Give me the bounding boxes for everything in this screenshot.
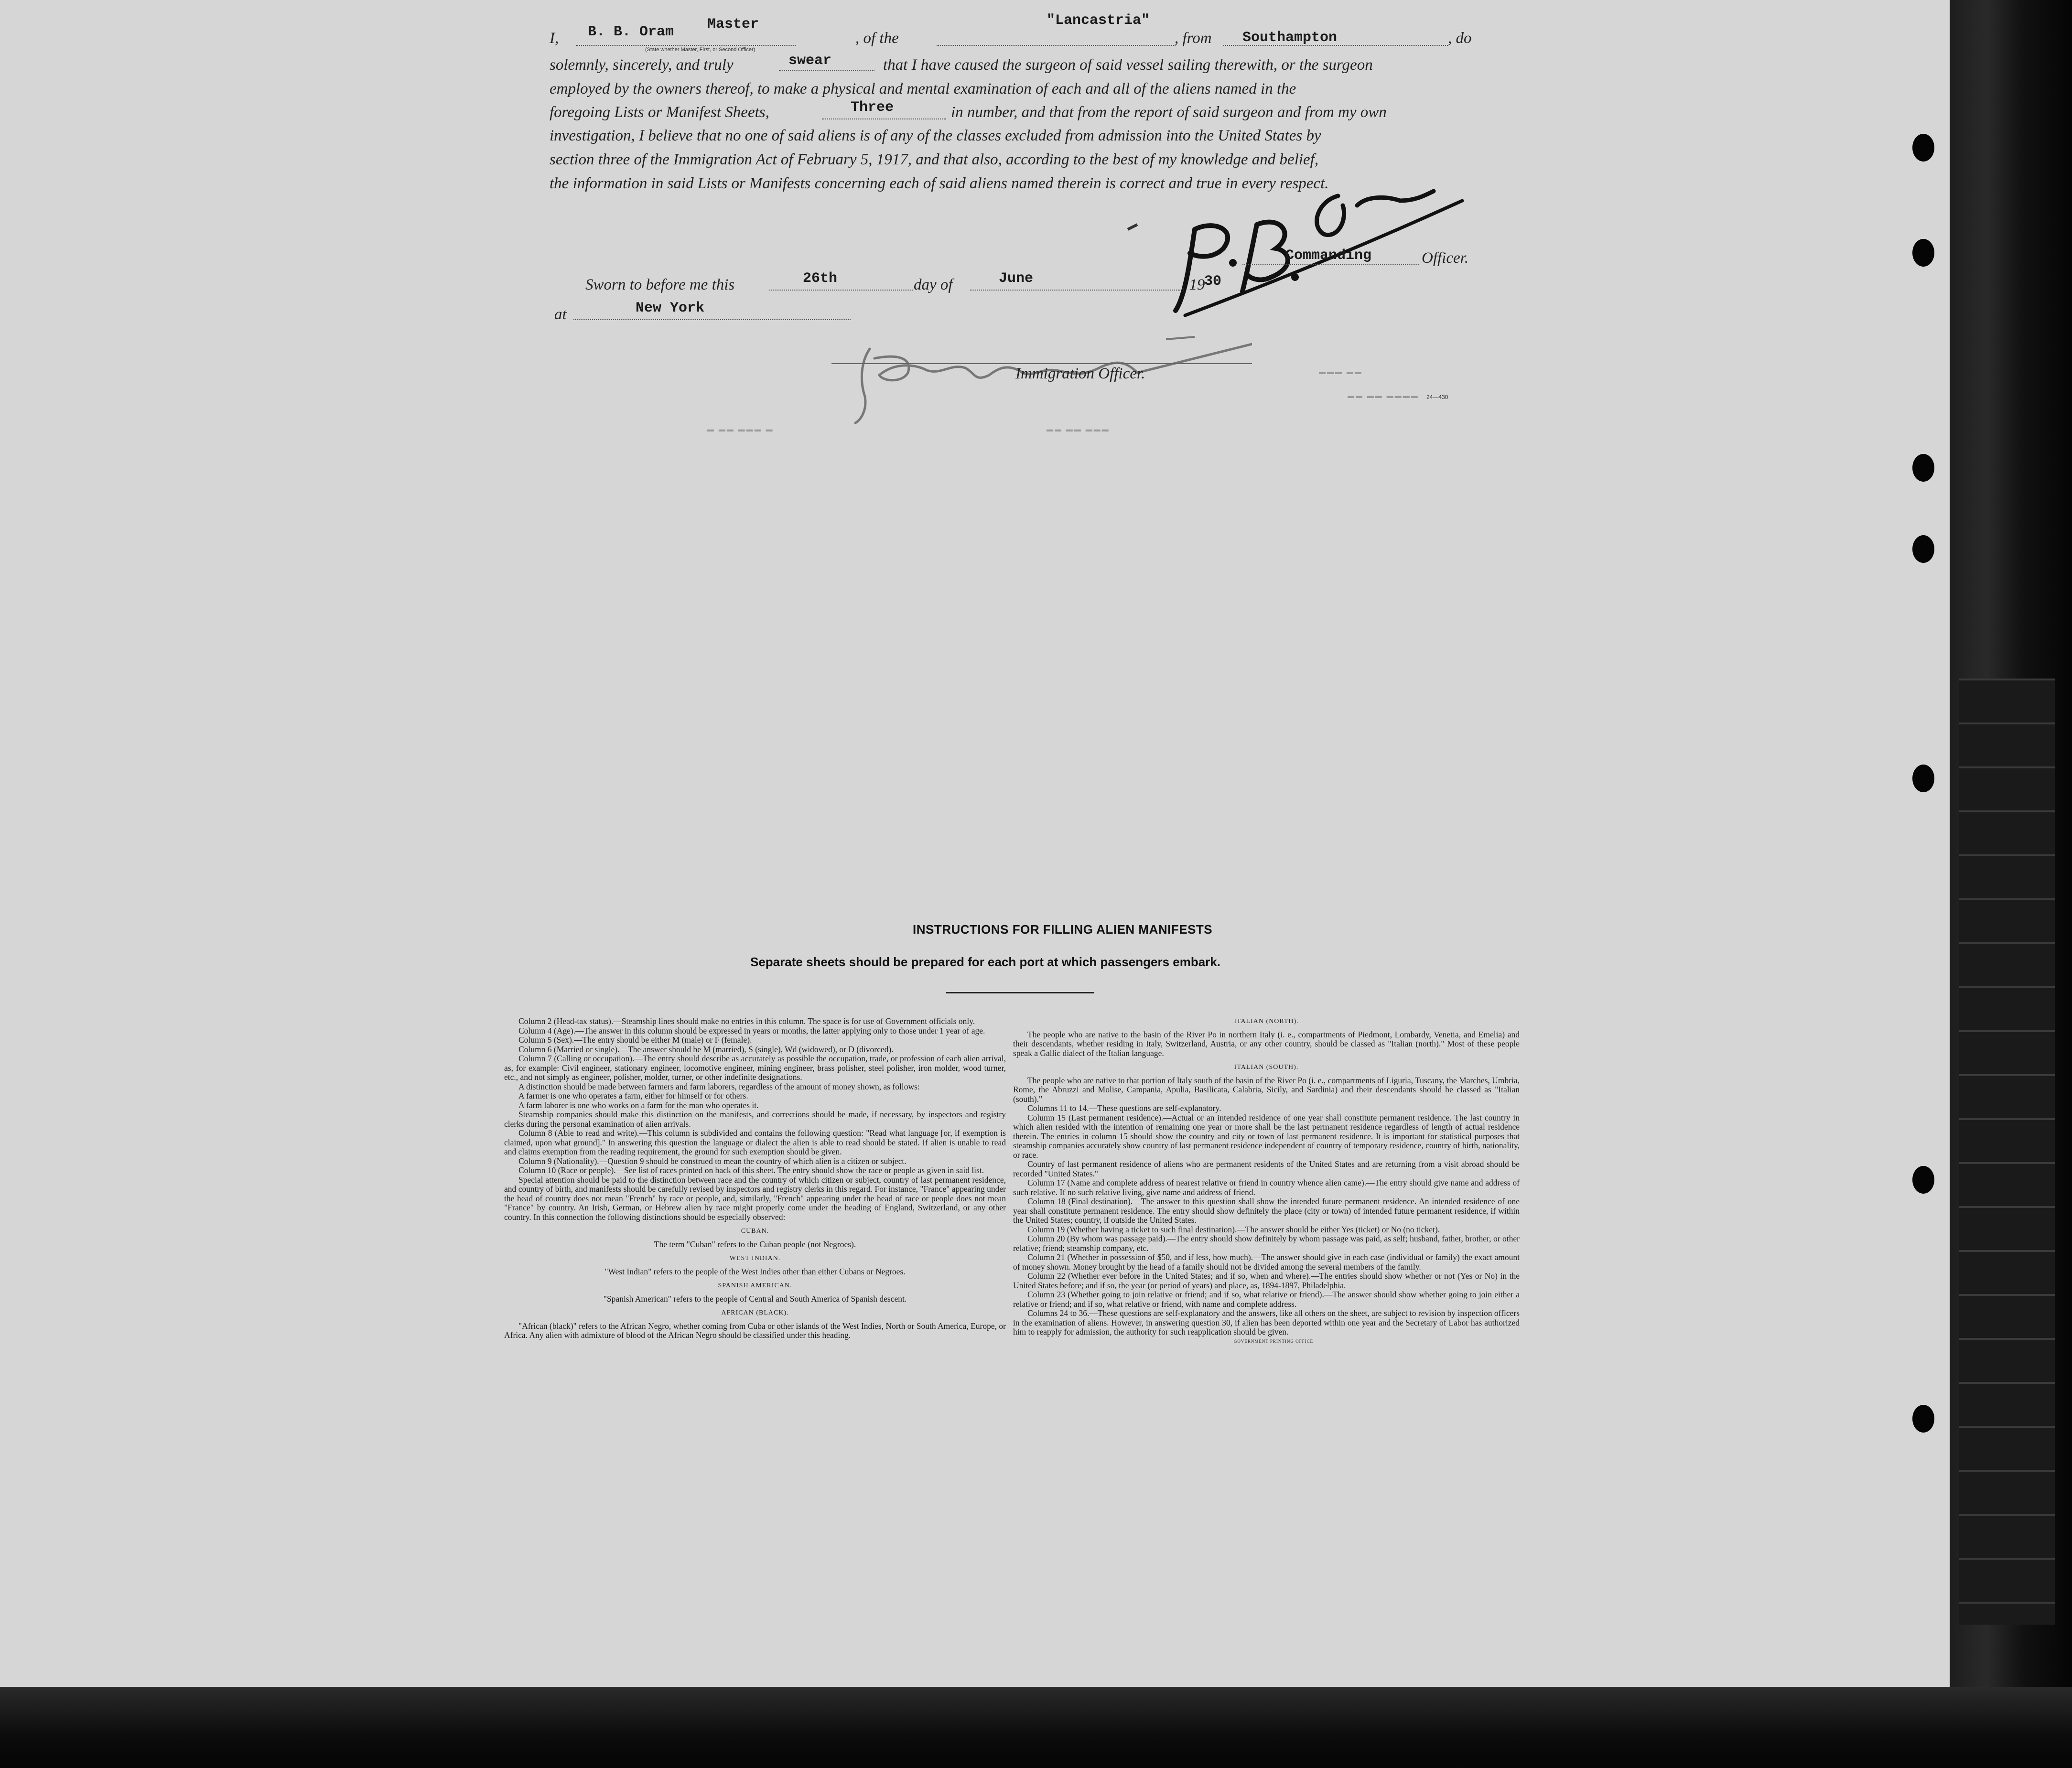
- sworn-place: New York: [636, 300, 705, 316]
- binder-hole: [1912, 134, 1934, 162]
- binder-hole: [1912, 1405, 1934, 1433]
- instr-col19: Column 19 (Whether having a ticket to such final destination).—The answer should be either Yes (ticket) or No (no ticket).: [1027, 1224, 1440, 1234]
- instr-african: "African (black)" refers to the African Negro, whether coming from Cuba or other islands of the West Indies, North or South America, Europe, or Africa. Any alien with admixture of blood of the African Negro should be classified under this heading.: [504, 1321, 1006, 1340]
- of-the-label: , of the: [855, 30, 899, 47]
- instr-col18: Column 18 (Final destination).—The answer to this question shall show the intended future permanent residence. An intended residence of one year shall constitute permanent residence. The entry should show definitely the place (city or town) of intended future permanent residence, if within the United States; country, if outside the United States.: [1013, 1197, 1520, 1225]
- sworn-month-line: [970, 290, 1180, 291]
- oath-line4-a: foregoing Lists or Manifest Sheets,: [550, 104, 769, 121]
- master-name-line: [576, 45, 796, 46]
- officer-label: Officer.: [1422, 249, 1469, 267]
- oath-line7: the information in said Lists or Manifests concerning each of said aliens named therein is correct and true in every respect.: [550, 175, 1329, 192]
- officer-title-line: [1242, 264, 1419, 265]
- instr-col4: Column 4 (Age).—The answer in this column should be expressed in years or months, the latter applying only to those under 1 year of age.: [518, 1025, 985, 1035]
- instr-col15: Column 15 (Last permanent residence).—Actual or an intended residence of one year shall constitute permanent residence. The last country in which alien resided with the intention of remaining one year or more shall be the last permanent residence regardless of length of actual residence therein. The entries in column 15 should show the country and city or town of last permanent residence. It is important for statistical purposes that steamship companies accurately show country of last permanent residence independent of country of temporary residence, country of birth, nationality, or race.: [1013, 1112, 1520, 1160]
- instr-col10: Column 10 (Race or people).—See list of races printed on back of this sheet. The entry should show the race or people as given in said list.: [518, 1165, 984, 1175]
- rank: Master: [707, 16, 759, 32]
- oath-solemnly: solemnly, sincerely, and truly: [550, 56, 734, 74]
- instructions-right-column: [1013, 1017, 1520, 1346]
- bleed-through-mark: ▬▬ ▬▬ ▬▬▬: [1047, 425, 1110, 433]
- sworn-day: 26th: [803, 270, 838, 287]
- port-line: [1223, 45, 1448, 46]
- year-prefix: , 19: [1181, 276, 1205, 293]
- instr-col11-14: Columns 11 to 14.—These questions are self-explanatory.: [1027, 1103, 1221, 1113]
- sworn-label: Sworn to before me this: [585, 276, 735, 293]
- instr-farmer: A farmer is one who operates a farm, either for himself or for others.: [518, 1091, 748, 1100]
- instr-col22: Column 22 (Whether ever before in the United States; and if so, when and where).—The entries should show whether or not (Yes or No) in the United States before; and if so, the year (or period of years) and place, as, 1894-1897, Philadelphia.: [1013, 1271, 1520, 1290]
- binder-hole: [1912, 535, 1934, 563]
- vessel-name: "Lancastria": [1047, 12, 1150, 29]
- ledger-page-edge: [1959, 679, 2055, 1625]
- binder-hole: [1912, 239, 1934, 267]
- instr-italian-south: The people who are native to that portion of Italy south of the basin of the River Po (i. e., compartments of Liguria, Tuscany, the Marches, Umbria, Rome, the Abruzzi and Molise, Campania, Apulia, Basilicata, Calabria, Sicily, and Sardinia) and their descendants should be classed as "Italian (south).": [1013, 1075, 1520, 1104]
- swear-line: [779, 70, 874, 71]
- instr-special-attention: Special attention should be paid to the distinction between race and the country of which citizen or subject, country of last permanent residence, and country of birth, and manifests should be carefully revised by inspectors and registry clerks in this regard. For instance, "France" appearing under the head of country does not mean "French" by race or people, and, similarly, "French" appearing under the head of race or people does not mean "France" by country. An Irish, German, or Hebrew alien by race might properly come under the heading of England, Switzerland, or any other country. In this connection the following distinctions should be especially observed:: [504, 1175, 1006, 1222]
- oath-line2-rest: that I have caused the surgeon of said vessel sailing therewith, or the surgeon: [883, 56, 1373, 74]
- instr-col6: Column 6 (Married or single).—The answer should be M (married), S (single), Wd (widowed), or D (divorced).: [518, 1044, 894, 1054]
- instr-farm-laborer: A farm laborer is one who works on a farm for the man who operates it.: [518, 1100, 759, 1110]
- heading-spanish-american: SPANISH AMERICAN.: [718, 1282, 792, 1289]
- printer-imprint: GOVERNMENT PRINTING OFFICE: [1233, 1338, 1314, 1344]
- instructions-subtitle: Separate sheets should be prepared for each port at which passengers embark.: [750, 955, 1220, 969]
- instr-farm-distinction: A distinction should be made between farmers and farm laborers, regardless of the amount of money shown, as follows:: [518, 1081, 920, 1091]
- instr-col7: Column 7 (Calling or occupation).—The entry should describe as accurately as possible the occupation, trade, or profession of each alien arrival, as, for example: Civil engineer, stationary engineer, locomotive engineer, mining engineer, brass polisher, steel polisher, iron molder, wood turner, etc., and not simply as engineer, polisher, molder, turner, or other indefinite designations.: [504, 1054, 1006, 1082]
- oath-line5: investigation, I believe that no one of said aliens is of any of the classes excluded from admission into the United States by: [550, 127, 1321, 144]
- instr-col2: Column 2 (Head-tax status).—Steamship lines should make no entries in this column. The space is for use of Government officials only.: [518, 1016, 975, 1026]
- instructions-left-column: [504, 1017, 1006, 1340]
- binder-hole: [1912, 765, 1934, 792]
- from-label: , from: [1175, 30, 1212, 47]
- instr-col21: Column 21 (Whether in possession of $50, and if less, how much).—The answer should give in each case (individual or family) the exact amount of money shown. Money brought by the head of a family should not be divided among the several members of the family.: [1013, 1252, 1520, 1272]
- bleed-through-mark: ▬ ▬▬ ▬▬▬ ▬: [707, 425, 774, 433]
- bleed-through-mark: ▬▬▬ ▬▬: [1319, 368, 1363, 376]
- sworn-month: June: [999, 270, 1034, 287]
- immigration-officer-label: Immigration Officer.: [1015, 365, 1145, 382]
- immigration-officer-line: [831, 363, 1252, 364]
- instr-west-indian: "West Indian" refers to the people of the West Indies other than either Cubans or Negroes.: [604, 1266, 906, 1276]
- oath-line6: section three of the Immigration Act of February 5, 1917, and that also, according to the best of my knowledge and belief,: [550, 151, 1319, 168]
- sworn-place-line: [573, 319, 851, 320]
- instr-col8: Column 8 (Able to read and write).—This column is subdivided and contains the following question: "Read what language [or, if exemption is claimed, upon what ground]." In answering this question the language or dialect the alien is able to read should be stated. If alien is unable to read and claims exemption from the reading requirement, the ground for such exemption should be given.: [504, 1128, 1006, 1156]
- do-label: , do: [1448, 30, 1472, 47]
- instr-col17: Column 17 (Name and complete address of nearest relative or friend in country whence alien came).—The entry should give name and address of such relative. If no such relative living, give name and address of friend.: [1013, 1178, 1520, 1197]
- day-of-label: day of: [914, 276, 953, 293]
- oath-i: I,: [550, 30, 559, 47]
- heading-italian-north: ITALIAN (NORTH).: [1234, 1018, 1299, 1025]
- instr-italian-north: The people who are native to the basin of the River Po in northern Italy (i. e., compartments of Piedmont, Lombardy, Venetia, and Emelia) and their descendants, whether residing in Italy, Switzerland, Austria, or any other country, should be classed as "Italian (north)." Most of these people speak a Gallic dialect of the Italian language.: [1013, 1029, 1520, 1058]
- instructions-title: INSTRUCTIONS FOR FILLING ALIEN MANIFESTS: [913, 922, 1213, 937]
- binder-hole: [1912, 454, 1934, 482]
- bleed-through-mark: ▬▬ ▬▬ ▬▬▬▬: [1348, 392, 1419, 399]
- heading-cuban: CUBAN.: [741, 1228, 769, 1235]
- instr-col9: Column 9 (Nationality).—Question 9 should be construed to mean the country of which alien is a citizen or subject.: [518, 1156, 906, 1166]
- sworn-day-line: [769, 290, 913, 291]
- heading-italian-south: ITALIAN (SOUTH).: [1234, 1064, 1299, 1071]
- port-name: Southampton: [1242, 30, 1338, 46]
- rank-note: (State whether Master, First, or Second Officer): [645, 47, 755, 53]
- officer-title: Commanding: [1285, 248, 1372, 264]
- instr-steamship: Steamship companies should make this distinction on the manifests, and corrections should be made, if necessary, by inspectors and registry clerks during the personal examination of alien arrivals.: [504, 1110, 1006, 1129]
- heading-west-indian: WEST INDIAN.: [729, 1255, 781, 1262]
- sheets-count: Three: [851, 99, 894, 116]
- binder-hole: [1912, 1166, 1934, 1194]
- vessel-line: [937, 45, 1176, 46]
- oath-line4-b: in number, and that from the report of said surgeon and from my own: [951, 104, 1387, 121]
- year-suffix: 30: [1204, 273, 1222, 290]
- swear-word: swear: [788, 53, 832, 69]
- oath-line3: employed by the owners thereof, to make a physical and mental examination of each and all of the aliens named in the: [550, 80, 1296, 97]
- form-number: 24—430: [1426, 394, 1448, 400]
- instr-col20: Column 20 (By whom was passage paid).—The entry should show definitely by whom passage was paid, as self; husband, father, brother, or other relative; friend; steamship company, etc.: [1013, 1234, 1520, 1253]
- instr-col24-36: Columns 24 to 36.—These questions are self-explanatory and the answers, like all others on the sheet, are subject to revision by inspection officers in the examination of aliens. However, in answering question 30, if alien has been deported within one year and the Secretary of Labor has authorized him to reapply for admission, the authority for such reapplication should be given.: [1013, 1308, 1520, 1337]
- instr-spanish-american: "Spanish American" refers to the people of Central and South America of Spanish descent.: [603, 1294, 907, 1304]
- instr-cuban: The term "Cuban" refers to the Cuban people (not Negroes).: [654, 1239, 856, 1249]
- at-label: at: [554, 306, 567, 323]
- heading-african: AFRICAN (BLACK).: [721, 1309, 789, 1316]
- instr-col5: Column 5 (Sex).—The entry should be either M (male) or F (female).: [518, 1035, 752, 1045]
- master-name: B. B. Oram: [588, 24, 674, 40]
- scan-edge-bottom: [0, 1687, 2072, 1768]
- divider-rule: [946, 992, 1094, 993]
- instr-col15b: Country of last permanent residence of aliens who are permanent residents of the United States and are returning from a visit abroad should be recorded "United States.": [1013, 1159, 1520, 1178]
- instr-col23: Column 23 (Whether going to join relative or friend; and if so, what relative or friend).—The answer should show whether going to join either a relative or friend; and if so, what relative or friend, with name and complete address.: [1013, 1290, 1520, 1309]
